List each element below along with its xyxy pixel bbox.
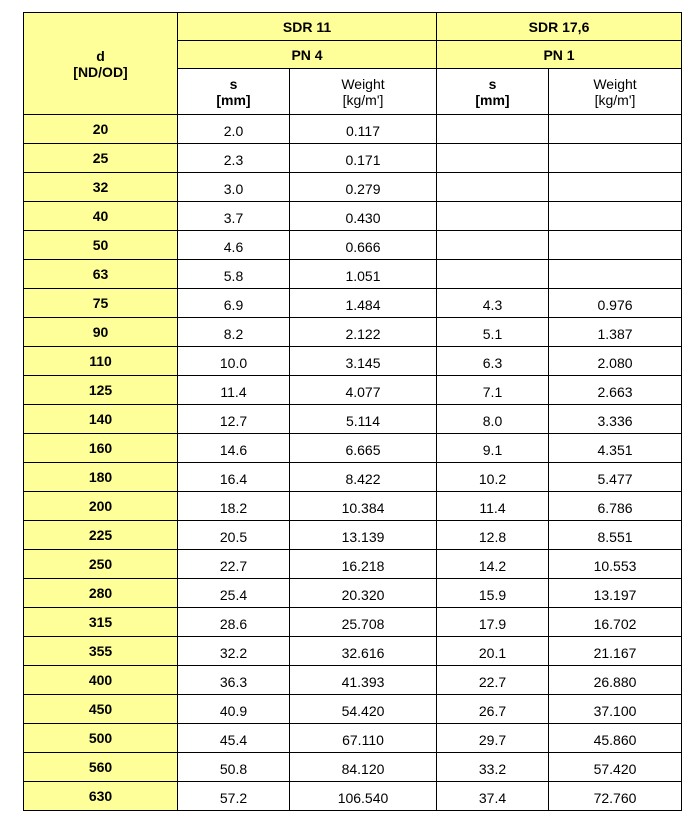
- weight-sdr17-value: 3.336: [597, 413, 633, 429]
- nominal-diameter-value: 90: [92, 324, 109, 340]
- nominal-diameter-value: 25: [92, 150, 109, 166]
- wall-thickness-sdr11-cell: [178, 376, 290, 405]
- table-row: [24, 289, 682, 318]
- wall-thickness-sdr17-cell: [437, 144, 549, 173]
- wall-thickness-sdr17-value: 33.2: [478, 761, 507, 777]
- wall-thickness-sdr17-cell: [437, 492, 549, 521]
- weight-sdr11-value: 13.139: [341, 529, 385, 545]
- nominal-diameter-cell: [24, 289, 178, 318]
- wall-thickness-sdr11-cell: [178, 405, 290, 434]
- wall-thickness-sdr17-value: 22.7: [478, 674, 507, 690]
- wall-thickness-sdr17-value: 12.8: [478, 529, 507, 545]
- weight-sdr17-value: 5.477: [597, 471, 633, 487]
- weight-sdr17-cell: [549, 492, 682, 521]
- weight-sdr17-cell: [549, 376, 682, 405]
- wall-thickness-sdr11-cell: [178, 579, 290, 608]
- weight-header-sdr11: [290, 69, 437, 115]
- nominal-diameter-value: 355: [88, 643, 113, 659]
- table-row: [24, 782, 682, 811]
- table-row: [24, 231, 682, 260]
- weight-sdr11-cell: [290, 579, 437, 608]
- nominal-diameter-cell: [24, 144, 178, 173]
- s-label: s: [229, 75, 238, 92]
- d-label: d: [96, 47, 105, 64]
- wall-thickness-sdr17-value: 17.9: [478, 616, 507, 632]
- nominal-diameter-cell: [24, 579, 178, 608]
- wall-thickness-sdr11-value: 18.2: [219, 500, 248, 516]
- table-row: [24, 115, 682, 144]
- wall-thickness-sdr11-value: 14.6: [219, 442, 248, 458]
- weight-sdr17-cell: [549, 637, 682, 666]
- weight-unit: [kg/m']: [342, 91, 384, 108]
- table-row: [24, 260, 682, 289]
- wall-thickness-sdr17-cell: [437, 463, 549, 492]
- wall-thickness-sdr11-value: 57.2: [219, 790, 248, 806]
- weight-sdr11-value: 1.484: [345, 297, 381, 313]
- weight-unit: [kg/m']: [594, 91, 636, 108]
- wall-thickness-sdr11-cell: [178, 666, 290, 695]
- weight-sdr11-value: 32.616: [341, 645, 385, 661]
- weight-sdr11-value: 41.393: [341, 674, 385, 690]
- weight-sdr17-value: 8.551: [597, 529, 633, 545]
- table-row: [24, 724, 682, 753]
- weight-sdr11-value: 3.145: [345, 355, 381, 371]
- weight-sdr17-value: 45.860: [593, 732, 637, 748]
- nominal-diameter-value: 20: [92, 121, 109, 137]
- weight-header-sdr17: [549, 69, 682, 115]
- nominal-diameter-value: 40: [92, 208, 109, 224]
- wall-thickness-sdr11-value: 45.4: [219, 732, 248, 748]
- weight-sdr11-value: 10.384: [341, 500, 385, 516]
- wall-thickness-sdr17-value: 6.3: [482, 355, 503, 371]
- wall-thickness-sdr17-cell: [437, 318, 549, 347]
- wall-thickness-sdr17-cell: [437, 695, 549, 724]
- nominal-diameter-cell: [24, 463, 178, 492]
- weight-sdr11-value: 16.218: [341, 558, 385, 574]
- weight-sdr11-cell: [290, 521, 437, 550]
- wall-thickness-sdr17-cell: [437, 521, 549, 550]
- weight-sdr17-cell: [549, 753, 682, 782]
- wall-thickness-sdr17-cell: [437, 550, 549, 579]
- weight-sdr17-value: 26.880: [593, 674, 637, 690]
- nominal-diameter-value: 63: [92, 266, 109, 282]
- weight-sdr11-cell: [290, 550, 437, 579]
- weight-sdr11-value: 5.114: [346, 413, 380, 429]
- wall-thickness-sdr17-value: 20.1: [478, 645, 507, 661]
- weight-sdr17-cell: [549, 521, 682, 550]
- table-row: [24, 202, 682, 231]
- weight-sdr11-cell: [290, 260, 437, 289]
- wall-thickness-sdr17-value: 26.7: [478, 703, 507, 719]
- weight-sdr17-value: 1.387: [597, 326, 633, 342]
- weight-sdr17-value: 57.420: [593, 761, 637, 777]
- wall-thickness-sdr17-cell: [437, 260, 549, 289]
- wall-thickness-sdr17-cell: [437, 231, 549, 260]
- wall-thickness-sdr11-value: 8.2: [223, 326, 244, 342]
- nominal-diameter-cell: [24, 115, 178, 144]
- wall-thickness-sdr11-cell: [178, 260, 290, 289]
- table-row: [24, 463, 682, 492]
- wall-thickness-sdr17-cell: [437, 289, 549, 318]
- wall-thickness-sdr11-value: 32.2: [219, 645, 248, 661]
- nominal-diameter-value: 225: [88, 527, 113, 543]
- s-header-sdr11: [178, 69, 290, 115]
- weight-sdr11-cell: [290, 405, 437, 434]
- weight-sdr17-cell: [549, 434, 682, 463]
- weight-sdr11-cell: [290, 144, 437, 173]
- nominal-diameter-cell: [24, 550, 178, 579]
- weight-sdr11-cell: [290, 695, 437, 724]
- table-row: [24, 579, 682, 608]
- s-label: s: [488, 75, 497, 92]
- wall-thickness-sdr11-cell: [178, 318, 290, 347]
- weight-sdr17-cell: [549, 608, 682, 637]
- nominal-diameter-value: 500: [88, 730, 113, 746]
- wall-thickness-sdr11-value: 2.0: [223, 123, 244, 139]
- weight-sdr11-cell: [290, 318, 437, 347]
- weight-sdr11-cell: [290, 666, 437, 695]
- weight-sdr11-value: 25.708: [341, 616, 385, 632]
- weight-sdr17-cell: [549, 695, 682, 724]
- nominal-diameter-value: 450: [88, 701, 113, 717]
- weight-sdr11-value: 54.420: [341, 703, 385, 719]
- wall-thickness-sdr11-cell: [178, 144, 290, 173]
- wall-thickness-sdr17-cell: [437, 173, 549, 202]
- nominal-diameter-cell: [24, 724, 178, 753]
- weight-sdr11-value: 0.279: [345, 181, 381, 197]
- table-body: [24, 115, 682, 811]
- wall-thickness-sdr11-cell: [178, 231, 290, 260]
- weight-sdr11-value: 0.171: [345, 152, 381, 168]
- nominal-diameter-cell: [24, 231, 178, 260]
- wall-thickness-sdr17-value: 4.3: [482, 297, 503, 313]
- weight-sdr11-value: 0.430: [345, 210, 381, 226]
- weight-sdr11-value: 0.117: [346, 123, 380, 139]
- wall-thickness-sdr11-value: 3.0: [223, 181, 244, 197]
- wall-thickness-sdr11-cell: [178, 695, 290, 724]
- wall-thickness-sdr17-value: 37.4: [478, 790, 507, 806]
- wall-thickness-sdr11-cell: [178, 289, 290, 318]
- wall-thickness-sdr11-value: 5.8: [223, 268, 244, 284]
- wall-thickness-sdr17-cell: [437, 115, 549, 144]
- wall-thickness-sdr11-cell: [178, 347, 290, 376]
- wall-thickness-sdr17-value: 10.2: [478, 471, 507, 487]
- table-row: [24, 608, 682, 637]
- table-row: [24, 405, 682, 434]
- d-unit: [ND/OD]: [73, 63, 128, 80]
- wall-thickness-sdr11-cell: [178, 434, 290, 463]
- nominal-diameter-cell: [24, 608, 178, 637]
- weight-sdr17-cell: [549, 463, 682, 492]
- nominal-diameter-cell: [24, 521, 178, 550]
- weight-sdr11-value: 2.122: [345, 326, 381, 342]
- weight-sdr17-value: 4.351: [597, 442, 633, 458]
- wall-thickness-sdr11-value: 11.4: [220, 384, 247, 400]
- weight-sdr17-cell: [549, 115, 682, 144]
- weight-sdr11-cell: [290, 376, 437, 405]
- wall-thickness-sdr17-value: 5.1: [482, 326, 503, 342]
- nominal-diameter-value: 630: [88, 788, 113, 804]
- weight-sdr17-cell: [549, 260, 682, 289]
- weight-sdr17-value: 6.786: [597, 500, 633, 516]
- weight-label: Weight: [341, 75, 385, 92]
- table-row: [24, 521, 682, 550]
- wall-thickness-sdr17-cell: [437, 666, 549, 695]
- wall-thickness-sdr11-value: 20.5: [219, 529, 248, 545]
- weight-sdr17-cell: [549, 405, 682, 434]
- wall-thickness-sdr17-cell: [437, 405, 549, 434]
- wall-thickness-sdr17-cell: [437, 782, 549, 811]
- weight-sdr11-cell: [290, 492, 437, 521]
- wall-thickness-sdr11-value: 25.4: [219, 587, 248, 603]
- weight-sdr17-cell: [549, 231, 682, 260]
- wall-thickness-sdr11-cell: [178, 782, 290, 811]
- wall-thickness-sdr11-cell: [178, 492, 290, 521]
- wall-thickness-sdr11-value: 2.3: [223, 152, 244, 168]
- nominal-diameter-cell: [24, 376, 178, 405]
- nominal-diameter-cell: [24, 260, 178, 289]
- s-unit: [mm]: [475, 91, 510, 108]
- weight-sdr17-value: 16.702: [593, 616, 637, 632]
- weight-sdr17-value: 10.553: [593, 558, 637, 574]
- weight-sdr11-cell: [290, 173, 437, 202]
- wall-thickness-sdr11-cell: [178, 115, 290, 144]
- wall-thickness-sdr17-cell: [437, 637, 549, 666]
- wall-thickness-sdr17-value: 15.9: [478, 587, 507, 603]
- weight-sdr11-cell: [290, 782, 437, 811]
- nominal-diameter-cell: [24, 318, 178, 347]
- wall-thickness-sdr11-value: 12.7: [219, 413, 248, 429]
- nominal-diameter-cell: [24, 782, 178, 811]
- nominal-diameter-cell: [24, 753, 178, 782]
- sdr-17-6-header: SDR 17,6: [437, 13, 682, 41]
- weight-sdr11-value: 106.540: [337, 790, 389, 806]
- weight-sdr11-value: 4.077: [345, 384, 381, 400]
- weight-sdr17-cell: [549, 579, 682, 608]
- wall-thickness-sdr11-cell: [178, 463, 290, 492]
- nominal-diameter-value: 280: [88, 585, 113, 601]
- nominal-diameter-value: 32: [92, 179, 109, 195]
- weight-sdr11-cell: [290, 231, 437, 260]
- wall-thickness-sdr17-value: 7.1: [482, 384, 503, 400]
- sdr-11-header: SDR 11: [178, 13, 437, 41]
- nominal-diameter-cell: [24, 666, 178, 695]
- s-unit: [mm]: [216, 91, 251, 108]
- weight-sdr17-value: 21.167: [593, 645, 637, 661]
- weight-sdr11-cell: [290, 115, 437, 144]
- pipe-dimensions-table: [23, 12, 682, 811]
- weight-sdr17-cell: [549, 318, 682, 347]
- wall-thickness-sdr11-cell: [178, 550, 290, 579]
- weight-sdr17-value: 0.976: [597, 297, 633, 313]
- weight-sdr11-cell: [290, 289, 437, 318]
- nominal-diameter-value: 75: [92, 295, 109, 311]
- table-row: [24, 550, 682, 579]
- table-row: [24, 434, 682, 463]
- wall-thickness-sdr11-value: 22.7: [219, 558, 248, 574]
- nominal-diameter-cell: [24, 695, 178, 724]
- nominal-diameter-cell: [24, 405, 178, 434]
- weight-sdr11-value: 1.051: [345, 268, 381, 284]
- wall-thickness-sdr11-value: 50.8: [219, 761, 248, 777]
- weight-sdr11-value: 6.665: [345, 442, 381, 458]
- weight-sdr11-cell: [290, 724, 437, 753]
- pn-1-header: PN 1: [437, 41, 682, 69]
- table-row: [24, 376, 682, 405]
- weight-sdr17-cell: [549, 173, 682, 202]
- weight-sdr17-value: 2.663: [597, 384, 633, 400]
- weight-sdr17-cell: [549, 289, 682, 318]
- nominal-diameter-value: 140: [88, 411, 113, 427]
- wall-thickness-sdr11-cell: [178, 724, 290, 753]
- wall-thickness-sdr17-cell: [437, 579, 549, 608]
- table-row: [24, 492, 682, 521]
- table-row: [24, 347, 682, 376]
- nominal-diameter-cell: [24, 492, 178, 521]
- wall-thickness-sdr17-cell: [437, 724, 549, 753]
- wall-thickness-sdr11-cell: [178, 173, 290, 202]
- weight-sdr11-value: 8.422: [345, 471, 381, 487]
- wall-thickness-sdr11-value: 10.0: [219, 355, 248, 371]
- weight-sdr11-cell: [290, 463, 437, 492]
- weight-sdr11-value: 67.110: [342, 732, 384, 748]
- table-row: [24, 666, 682, 695]
- wall-thickness-sdr11-value: 3.7: [223, 210, 244, 226]
- d-header: [24, 13, 178, 115]
- s-header-sdr17: [437, 69, 549, 115]
- wall-thickness-sdr11-value: 16.4: [219, 471, 248, 487]
- wall-thickness-sdr17-value: 11.4: [479, 500, 506, 516]
- nominal-diameter-value: 200: [88, 498, 113, 514]
- table-row: [24, 637, 682, 666]
- weight-sdr17-cell: [549, 550, 682, 579]
- nominal-diameter-cell: [24, 202, 178, 231]
- table-row: [24, 695, 682, 724]
- weight-sdr17-value: 72.760: [593, 790, 637, 806]
- wall-thickness-sdr11-cell: [178, 202, 290, 231]
- wall-thickness-sdr11-value: 36.3: [219, 674, 248, 690]
- weight-sdr11-cell: [290, 347, 437, 376]
- weight-sdr11-cell: [290, 637, 437, 666]
- weight-sdr17-cell: [549, 724, 682, 753]
- nominal-diameter-cell: [24, 434, 178, 463]
- weight-sdr17-cell: [549, 202, 682, 231]
- wall-thickness-sdr17-cell: [437, 202, 549, 231]
- nominal-diameter-value: 125: [88, 382, 113, 398]
- weight-sdr17-value: 2.080: [597, 355, 633, 371]
- pn-4-header: PN 4: [178, 41, 437, 69]
- nominal-diameter-cell: [24, 637, 178, 666]
- table-row: [24, 318, 682, 347]
- wall-thickness-sdr11-value: 28.6: [219, 616, 248, 632]
- nominal-diameter-value: 315: [88, 614, 113, 630]
- wall-thickness-sdr17-cell: [437, 434, 549, 463]
- nominal-diameter-cell: [24, 347, 178, 376]
- weight-sdr17-value: 37.100: [593, 703, 637, 719]
- weight-sdr11-value: 84.120: [341, 761, 385, 777]
- weight-sdr17-cell: [549, 666, 682, 695]
- weight-sdr17-cell: [549, 782, 682, 811]
- weight-sdr11-value: 0.666: [345, 239, 381, 255]
- wall-thickness-sdr11-cell: [178, 521, 290, 550]
- weight-sdr11-cell: [290, 434, 437, 463]
- wall-thickness-sdr11-cell: [178, 608, 290, 637]
- wall-thickness-sdr17-cell: [437, 347, 549, 376]
- weight-sdr17-cell: [549, 144, 682, 173]
- nominal-diameter-value: 560: [88, 759, 113, 775]
- table-row: [24, 753, 682, 782]
- weight-sdr11-cell: [290, 753, 437, 782]
- weight-sdr17-cell: [549, 347, 682, 376]
- weight-sdr11-cell: [290, 608, 437, 637]
- wall-thickness-sdr17-value: 9.1: [482, 442, 503, 458]
- wall-thickness-sdr11-cell: [178, 753, 290, 782]
- nominal-diameter-value: 400: [88, 672, 113, 688]
- wall-thickness-sdr17-cell: [437, 376, 549, 405]
- wall-thickness-sdr17-cell: [437, 608, 549, 637]
- nominal-diameter-value: 160: [88, 440, 113, 456]
- wall-thickness-sdr17-cell: [437, 753, 549, 782]
- weight-sdr11-cell: [290, 202, 437, 231]
- table-row: [24, 144, 682, 173]
- wall-thickness-sdr11-value: 4.6: [223, 239, 244, 255]
- nominal-diameter-value: 50: [92, 237, 109, 253]
- wall-thickness-sdr11-value: 6.9: [223, 297, 244, 313]
- table-row: [24, 173, 682, 202]
- weight-sdr11-value: 20.320: [341, 587, 385, 603]
- wall-thickness-sdr17-value: 8.0: [482, 413, 503, 429]
- nominal-diameter-value: 250: [88, 556, 113, 572]
- nominal-diameter-cell: [24, 173, 178, 202]
- wall-thickness-sdr17-value: 29.7: [478, 732, 507, 748]
- nominal-diameter-value: 180: [88, 469, 113, 485]
- wall-thickness-sdr11-cell: [178, 637, 290, 666]
- wall-thickness-sdr17-value: 14.2: [478, 558, 507, 574]
- wall-thickness-sdr11-value: 40.9: [219, 703, 248, 719]
- weight-sdr17-value: 13.197: [593, 587, 637, 603]
- weight-label: Weight: [593, 75, 637, 92]
- nominal-diameter-value: 110: [89, 353, 112, 369]
